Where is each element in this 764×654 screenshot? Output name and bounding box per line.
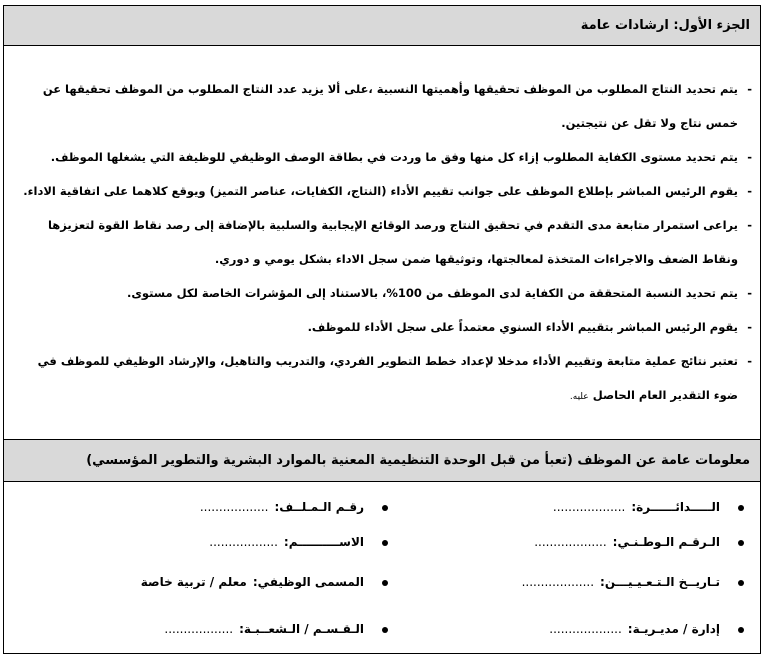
section-header-general-guidelines	[4, 6, 760, 46]
bullet-icon	[382, 505, 388, 511]
list-item: - يقوم الرئيس المباشر بإطلاع الموظف على جوانب تقييم الأداء (النتاج، الكفايات، عناصر التميز) ويوقع كلاهما على اتفاقية الاداء.	[23, 184, 752, 198]
bullet-icon	[382, 580, 388, 586]
list-item: - تعتبر نتائج عملية متابعة وتقييم الأداء مدخلا لإعداد خطط التطوير الفردي، والتدريب والتاهيل، والإرشاد الوظيفي للموظف في ضوء التقدير العام الحاصل عليه.	[37, 354, 752, 402]
info-row	[4, 575, 760, 595]
fill-line[interactable]: ...................	[521, 575, 595, 589]
bullet-icon	[738, 505, 744, 511]
field-name: الاســــــــــم:..................	[209, 535, 388, 549]
field-file-number: رقـم الـمـلــف:..................	[200, 500, 388, 514]
bullet-icon	[738, 540, 744, 546]
list-item: - يقوم الرئيس المباشر بتقييم الأداء السنوي معتمداً على سجل الأداء للموظف.	[307, 320, 752, 334]
bullet-icon	[738, 580, 744, 586]
bullet-icon	[382, 540, 388, 546]
field-job-title: المسمى الوظيفي:معلم / تربية خاصة	[141, 575, 388, 589]
info-row	[4, 535, 760, 555]
field-national-id: الـرقـم الـوطـنـي:...................	[534, 535, 744, 549]
fill-line[interactable]: ..................	[209, 535, 278, 549]
field-directorate: إدارة / مديـريـة:...................	[549, 622, 744, 636]
form-page	[3, 5, 761, 654]
bullet-icon	[382, 627, 388, 633]
section-title: الجزء الأول: ارشادات عامة	[580, 18, 750, 33]
section-header-employee-info	[4, 439, 760, 482]
fill-line[interactable]: ..................	[164, 622, 234, 636]
fill-line[interactable]: ...................	[534, 535, 607, 549]
fill-line[interactable]: ...................	[552, 500, 626, 514]
bullet-icon	[738, 627, 744, 633]
list-item: - يتم تحديد النسبة المتحققة من الكفاية لدى الموظف من 100%، بالاستناد إلى المؤشرات الخاصة لكل مستوى.	[126, 286, 752, 300]
field-section: الـقـسـم / الـشعــبـة:..................	[164, 622, 388, 636]
fill-line[interactable]: ...................	[549, 622, 622, 636]
info-row	[4, 622, 760, 642]
list-item: - يتم تحديد النتاج المطلوب من الموظف تحقيقها وأهميتها النسبية ،على ألا يزيد عدد النتاج المطلوب من الموظف تحقيقها عن خمس نتاج ولا تقل عن نتيجتين.	[42, 82, 752, 130]
list-item: - يتم تحديد مستوى الكفاية المطلوب إزاء كل منها وفق ما وردت في بطاقة الوصف الوظيفي للوظيفة التي يشغلها الموظف.	[50, 150, 752, 164]
field-department: الـــــدائــــــرة:...................	[553, 500, 744, 514]
section-title: معلومات عامة عن الموظف (تعبأ من قبل الوحدة التنظيمية المعنية بالموارد البشرية والتطوير المؤسسي)	[86, 453, 750, 468]
info-row	[4, 500, 760, 520]
field-appointment-date: تـاريــخ الـتـعـيـيـــن:...................	[522, 575, 744, 589]
guidelines-list	[12, 72, 752, 414]
fill-line[interactable]: ..................	[199, 500, 269, 514]
list-item: - يراعى استمرار متابعة مدى التقدم في تحقيق النتاج ورصد الوقائع الإيجابية والسلبية بالإضافة إلى رصد نقاط القوة لتعزيزها ونقاط الضعف والاجراءات المتخذة لمعالجتها، وتوثيقها ضمن سجل الاداء بشكل يومي و دوري.	[47, 218, 752, 266]
